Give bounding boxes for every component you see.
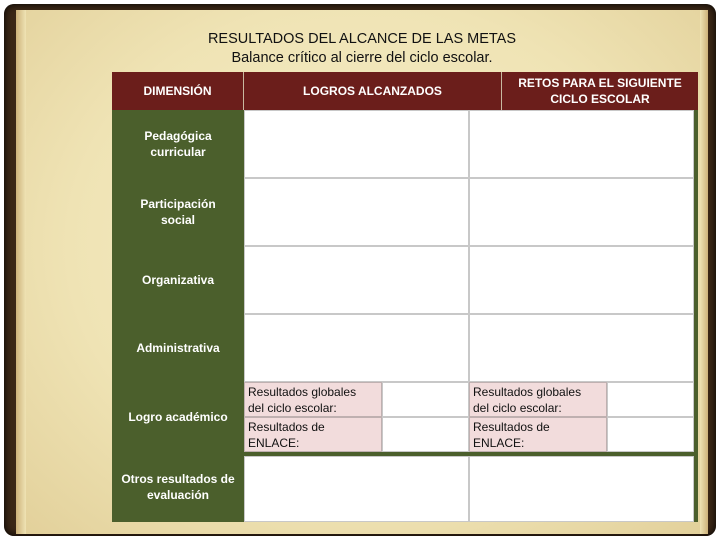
enlace-line-1: Resultados de: [248, 420, 325, 434]
logros-cell-organizativa[interactable]: [244, 246, 469, 314]
dimension-label-line-1: Otros resultados de: [121, 472, 235, 486]
retos-cell-participacion[interactable]: [469, 178, 694, 246]
logros-cell-otros[interactable]: [244, 456, 469, 522]
retos-enlace-label: [469, 417, 607, 452]
dimension-organizativa: [112, 246, 244, 314]
logros-enlace-value[interactable]: [382, 417, 469, 452]
globales-line-1: Resultados globales: [473, 385, 582, 399]
enlace-line-1: Resultados de: [473, 420, 550, 434]
globales-line-1: Resultados globales: [248, 385, 357, 399]
results-table: [112, 72, 698, 522]
globales-line-2: del ciclo escolar:: [473, 401, 562, 415]
title-line-1: RESULTADOS DEL ALCANCE DE LAS METAS: [207, 31, 517, 47]
dimension-label-line-1: Pedagógica: [144, 129, 212, 143]
dimension-label-line-2: curricular: [150, 145, 206, 159]
book-frame: [4, 4, 716, 536]
retos-enlace-value[interactable]: [607, 417, 694, 452]
page: [16, 10, 708, 534]
dimension-administrativa: [112, 314, 244, 382]
logros-cell-administrativa[interactable]: [244, 314, 469, 382]
dimension-label-line-1: Participación: [140, 197, 216, 211]
logros-cell-pedagogica[interactable]: [244, 110, 469, 178]
logros-cell-participacion[interactable]: [244, 178, 469, 246]
retos-cell-administrativa[interactable]: [469, 314, 694, 382]
dimension-otros-resultados: [112, 452, 244, 522]
retos-globales-value[interactable]: [607, 382, 694, 417]
logros-globales-value[interactable]: [382, 382, 469, 417]
dimension-label-line-1: Organizativa: [141, 273, 215, 287]
header-retos-line-2: CICLO ESCOLAR: [550, 92, 650, 106]
header-retos-line-1: RETOS PARA EL SIGUIENTE: [518, 76, 682, 90]
dimension-logro-academico: [112, 382, 244, 452]
retos-globales-label: [469, 382, 607, 417]
dimension-participacion: [112, 178, 244, 246]
dimension-label-line-2: evaluación: [146, 488, 210, 502]
dimension-pedagogica: [112, 110, 244, 178]
logros-globales-label: [244, 382, 382, 417]
dimension-label-line-1: Administrativa: [136, 341, 220, 355]
page-gutter-right: [700, 10, 708, 534]
logros-enlace-label: [244, 417, 382, 452]
header-logros: LOGROS ALCANZADOS: [244, 72, 502, 110]
title-line-2: Balance crítico al cierre del ciclo escolar.: [231, 50, 493, 66]
retos-cell-organizativa[interactable]: [469, 246, 694, 314]
retos-cell-pedagogica[interactable]: [469, 110, 694, 178]
page-gutter-left: [16, 10, 26, 534]
retos-cell-otros[interactable]: [469, 456, 694, 522]
enlace-line-2: ENLACE:: [248, 436, 300, 450]
header-dimension: DIMENSIÓN: [112, 72, 244, 110]
header-retos: [502, 72, 698, 110]
page-title: [16, 30, 708, 68]
enlace-line-2: ENLACE:: [473, 436, 525, 450]
dimension-label-line-2: social: [160, 213, 196, 227]
globales-line-2: del ciclo escolar:: [248, 401, 337, 415]
dimension-label-line-1: Logro académico: [128, 410, 228, 424]
